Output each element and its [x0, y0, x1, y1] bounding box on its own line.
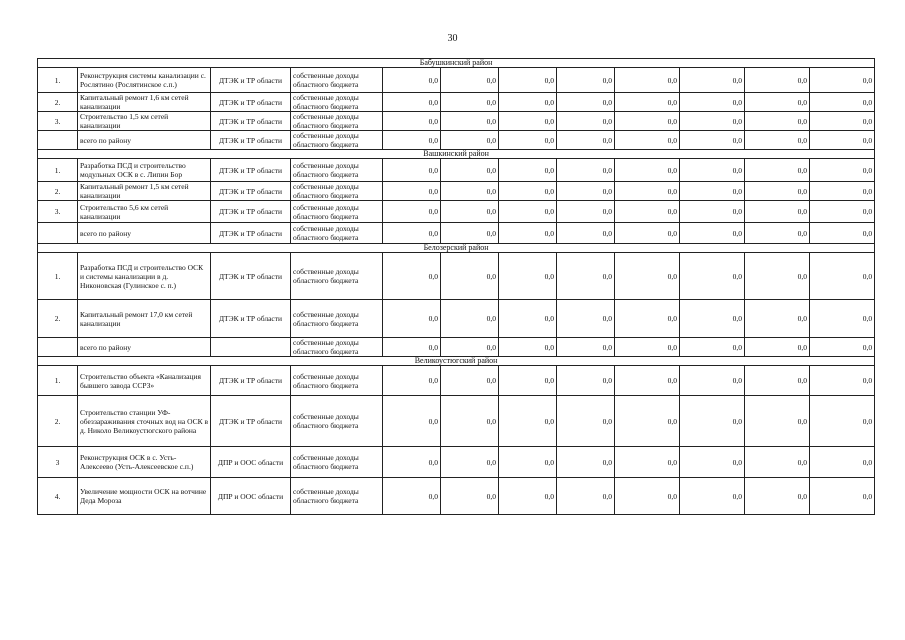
funding-value: 0,0: [745, 93, 810, 112]
district-header: [38, 150, 875, 159]
funding-value: 0,0: [557, 447, 615, 478]
funding-value: 0,0: [680, 478, 745, 515]
funding-value: 0,0: [615, 201, 680, 223]
funding-value: 0,0: [557, 93, 615, 112]
funding-source: собственные доходы областного бюджета: [291, 300, 383, 338]
table-row: [38, 223, 875, 244]
funding-value: 0,0: [557, 300, 615, 338]
row-number: 2.: [38, 93, 78, 112]
responsible-executor: [211, 338, 291, 357]
funding-value: 0,0: [499, 112, 557, 131]
funding-value: 0,0: [745, 182, 810, 201]
funding-value: 0,0: [745, 338, 810, 357]
measure-name: Строительство 1,5 км сетей канализации: [78, 112, 211, 131]
funding-value: 0,0: [383, 300, 441, 338]
funding-value: 0,0: [810, 112, 875, 131]
funding-value: 0,0: [557, 131, 615, 150]
funding-value: 0,0: [383, 93, 441, 112]
district-header: [38, 357, 875, 366]
funding-value: 0,0: [745, 447, 810, 478]
funding-value: 0,0: [680, 338, 745, 357]
funding-value: 0,0: [383, 68, 441, 93]
funding-value: 0,0: [810, 300, 875, 338]
funding-value: 0,0: [441, 338, 499, 357]
funding-value: 0,0: [745, 253, 810, 300]
funding-value: 0,0: [499, 93, 557, 112]
funding-value: 0,0: [499, 300, 557, 338]
funding-value: 0,0: [441, 182, 499, 201]
district-title: Великоустюгский район: [38, 357, 875, 366]
funding-source: собственные доходы областного бюджета: [291, 201, 383, 223]
responsible-executor: ДТЭК и ТР области: [211, 366, 291, 396]
measure-name: Капитальный ремонт 17,0 км сетей канализации: [78, 300, 211, 338]
measure-name: Разработка ПСД и строительство ОСК и системы канализации в д. Никоновская (Гулинское с. п.): [78, 253, 211, 300]
funding-value: 0,0: [557, 223, 615, 244]
funding-source: собственные доходы областного бюджета: [291, 68, 383, 93]
row-number: 2.: [38, 300, 78, 338]
row-number: 3.: [38, 201, 78, 223]
funding-value: 0,0: [615, 478, 680, 515]
funding-value: 0,0: [810, 366, 875, 396]
funding-value: 0,0: [615, 253, 680, 300]
funding-value: 0,0: [615, 93, 680, 112]
funding-value: 0,0: [499, 182, 557, 201]
funding-value: 0,0: [499, 68, 557, 93]
responsible-executor: ДТЭК и ТР области: [211, 223, 291, 244]
responsible-executor: ДПР и ООС области: [211, 447, 291, 478]
measure-name: всего по району: [78, 338, 211, 357]
responsible-executor: ДТЭК и ТР области: [211, 159, 291, 182]
funding-value: 0,0: [557, 159, 615, 182]
responsible-executor: ДТЭК и ТР области: [211, 300, 291, 338]
row-number: 1.: [38, 159, 78, 182]
funding-value: 0,0: [441, 201, 499, 223]
measure-name: Капитальный ремонт 1,6 км сетей канализации: [78, 93, 211, 112]
funding-value: 0,0: [557, 396, 615, 447]
table-row: [38, 396, 875, 447]
responsible-executor: ДТЭК и ТР области: [211, 201, 291, 223]
table-row: [38, 478, 875, 515]
funding-value: 0,0: [615, 68, 680, 93]
funding-value: 0,0: [810, 447, 875, 478]
funding-source: собственные доходы областного бюджета: [291, 182, 383, 201]
funding-value: 0,0: [810, 201, 875, 223]
funding-value: 0,0: [557, 201, 615, 223]
funding-value: 0,0: [615, 131, 680, 150]
responsible-executor: ДТЭК и ТР области: [211, 182, 291, 201]
funding-value: 0,0: [441, 131, 499, 150]
funding-value: 0,0: [810, 253, 875, 300]
funding-value: 0,0: [745, 223, 810, 244]
responsible-executor: ДТЭК и ТР области: [211, 131, 291, 150]
row-number: 1.: [38, 68, 78, 93]
funding-value: 0,0: [680, 159, 745, 182]
funding-value: 0,0: [383, 112, 441, 131]
funding-value: 0,0: [810, 131, 875, 150]
funding-value: 0,0: [499, 366, 557, 396]
row-number: 3: [38, 447, 78, 478]
funding-value: 0,0: [680, 300, 745, 338]
funding-value: 0,0: [441, 478, 499, 515]
measure-name: Разработка ПСД и строительство модульных ОСК в с. Липин Бор: [78, 159, 211, 182]
funding-value: 0,0: [383, 396, 441, 447]
measure-name: Реконструкция ОСК в с. Усть-Алексеево (Усть-Алексеевское с.п.): [78, 447, 211, 478]
row-number: [38, 223, 78, 244]
funding-value: 0,0: [557, 366, 615, 396]
responsible-executor: ДТЭК и ТР области: [211, 93, 291, 112]
funding-value: 0,0: [499, 478, 557, 515]
funding-value: 0,0: [383, 182, 441, 201]
district-header: [38, 244, 875, 253]
funding-value: 0,0: [383, 131, 441, 150]
funding-value: 0,0: [499, 159, 557, 182]
funding-value: 0,0: [745, 68, 810, 93]
funding-value: 0,0: [615, 182, 680, 201]
table-row: [38, 338, 875, 357]
funding-value: 0,0: [383, 201, 441, 223]
table-row: [38, 112, 875, 131]
funding-value: 0,0: [499, 396, 557, 447]
funding-value: 0,0: [615, 447, 680, 478]
funding-value: 0,0: [383, 253, 441, 300]
measure-name: всего по району: [78, 131, 211, 150]
funding-value: 0,0: [441, 93, 499, 112]
responsible-executor: ДПР и ООС области: [211, 478, 291, 515]
funding-value: 0,0: [383, 223, 441, 244]
funding-value: 0,0: [499, 201, 557, 223]
funding-value: 0,0: [615, 223, 680, 244]
row-number: 2.: [38, 182, 78, 201]
funding-value: 0,0: [810, 182, 875, 201]
funding-value: 0,0: [441, 300, 499, 338]
funding-value: 0,0: [745, 366, 810, 396]
funding-value: 0,0: [810, 159, 875, 182]
funding-value: 0,0: [745, 396, 810, 447]
funding-value: 0,0: [557, 478, 615, 515]
responsible-executor: ДТЭК и ТР области: [211, 68, 291, 93]
funding-value: 0,0: [745, 112, 810, 131]
funding-value: 0,0: [680, 396, 745, 447]
row-number: 4.: [38, 478, 78, 515]
funding-value: 0,0: [557, 68, 615, 93]
funding-value: 0,0: [499, 131, 557, 150]
funding-value: 0,0: [810, 93, 875, 112]
funding-value: 0,0: [499, 447, 557, 478]
funding-value: 0,0: [615, 396, 680, 447]
table-row: [38, 68, 875, 93]
row-number: 1.: [38, 253, 78, 300]
funding-value: 0,0: [745, 478, 810, 515]
measure-name: Увеличение мощности ОСК на вотчине Деда Мороза: [78, 478, 211, 515]
district-header: [38, 59, 875, 68]
funding-value: 0,0: [441, 447, 499, 478]
row-number: 3.: [38, 112, 78, 131]
funding-value: 0,0: [680, 68, 745, 93]
funding-source: собственные доходы областного бюджета: [291, 112, 383, 131]
measure-name: Реконструкция системы канализации с. Рослятино (Рослятинское с.п.): [78, 68, 211, 93]
funding-value: 0,0: [810, 478, 875, 515]
page-number: 30: [447, 33, 458, 44]
funding-value: 0,0: [745, 159, 810, 182]
funding-value: 0,0: [441, 366, 499, 396]
funding-value: 0,0: [441, 253, 499, 300]
funding-value: 0,0: [383, 338, 441, 357]
funding-source: собственные доходы областного бюджета: [291, 396, 383, 447]
responsible-executor: ДТЭК и ТР области: [211, 396, 291, 447]
measure-name: Строительство 5,6 км сетей канализации: [78, 201, 211, 223]
funding-value: 0,0: [441, 223, 499, 244]
funding-value: 0,0: [680, 223, 745, 244]
funding-value: 0,0: [557, 182, 615, 201]
funding-source: собственные доходы областного бюджета: [291, 93, 383, 112]
funding-value: 0,0: [680, 201, 745, 223]
table-row: [38, 300, 875, 338]
measure-name: Строительство объекта «Канализация бывшего завода ССРЗ»: [78, 366, 211, 396]
responsible-executor: ДТЭК и ТР области: [211, 112, 291, 131]
row-number: 2.: [38, 396, 78, 447]
table-row: [38, 253, 875, 300]
measure-name: всего по району: [78, 223, 211, 244]
row-number: [38, 131, 78, 150]
funding-source: собственные доходы областного бюджета: [291, 131, 383, 150]
funding-value: 0,0: [557, 338, 615, 357]
funding-value: 0,0: [615, 159, 680, 182]
funding-value: 0,0: [810, 338, 875, 357]
funding-value: 0,0: [499, 253, 557, 300]
table-row: [38, 159, 875, 182]
funding-value: 0,0: [615, 300, 680, 338]
table-row: [38, 182, 875, 201]
funding-value: 0,0: [615, 338, 680, 357]
funding-source: собственные доходы областного бюджета: [291, 478, 383, 515]
funding-value: 0,0: [745, 131, 810, 150]
funding-value: 0,0: [441, 396, 499, 447]
funding-value: 0,0: [441, 159, 499, 182]
district-title: Вашкинский район: [38, 150, 875, 159]
funding-source: собственные доходы областного бюджета: [291, 223, 383, 244]
measure-name: Строительство станции УФ-обеззараживания сточных вод на ОСК в д. Николо Великоустюгского района: [78, 396, 211, 447]
funding-value: 0,0: [383, 447, 441, 478]
funding-value: 0,0: [383, 366, 441, 396]
funding-value: 0,0: [615, 366, 680, 396]
row-number: 1.: [38, 366, 78, 396]
funding-value: 0,0: [499, 338, 557, 357]
funding-source: собственные доходы областного бюджета: [291, 338, 383, 357]
funding-value: 0,0: [680, 447, 745, 478]
funding-value: 0,0: [810, 396, 875, 447]
funding-value: 0,0: [557, 253, 615, 300]
funding-value: 0,0: [745, 300, 810, 338]
funding-value: 0,0: [680, 182, 745, 201]
funding-value: 0,0: [680, 112, 745, 131]
district-title: Белозерский район: [38, 244, 875, 253]
district-title: Бабушкинский район: [38, 59, 875, 68]
funding-value: 0,0: [615, 112, 680, 131]
measure-name: Капитальный ремонт 1,5 км сетей канализации: [78, 182, 211, 201]
funding-value: 0,0: [680, 93, 745, 112]
table-row: [38, 366, 875, 396]
funding-value: 0,0: [745, 201, 810, 223]
funding-value: 0,0: [810, 223, 875, 244]
funding-value: 0,0: [680, 131, 745, 150]
funding-value: 0,0: [810, 68, 875, 93]
funding-value: 0,0: [680, 366, 745, 396]
row-number: [38, 338, 78, 357]
funding-value: 0,0: [557, 112, 615, 131]
table-row: [38, 93, 875, 112]
funding-source: собственные доходы областного бюджета: [291, 447, 383, 478]
funding-value: 0,0: [441, 112, 499, 131]
table-row: [38, 131, 875, 150]
responsible-executor: ДТЭК и ТР области: [211, 253, 291, 300]
funding-value: 0,0: [499, 223, 557, 244]
funding-value: 0,0: [383, 478, 441, 515]
funding-value: 0,0: [441, 68, 499, 93]
table-row: [38, 201, 875, 223]
funding-value: 0,0: [383, 159, 441, 182]
table-row: [38, 447, 875, 478]
funding-source: собственные доходы областного бюджета: [291, 253, 383, 300]
program-table: [37, 58, 875, 515]
funding-value: 0,0: [680, 253, 745, 300]
funding-source: собственные доходы областного бюджета: [291, 366, 383, 396]
funding-source: собственные доходы областного бюджета: [291, 159, 383, 182]
